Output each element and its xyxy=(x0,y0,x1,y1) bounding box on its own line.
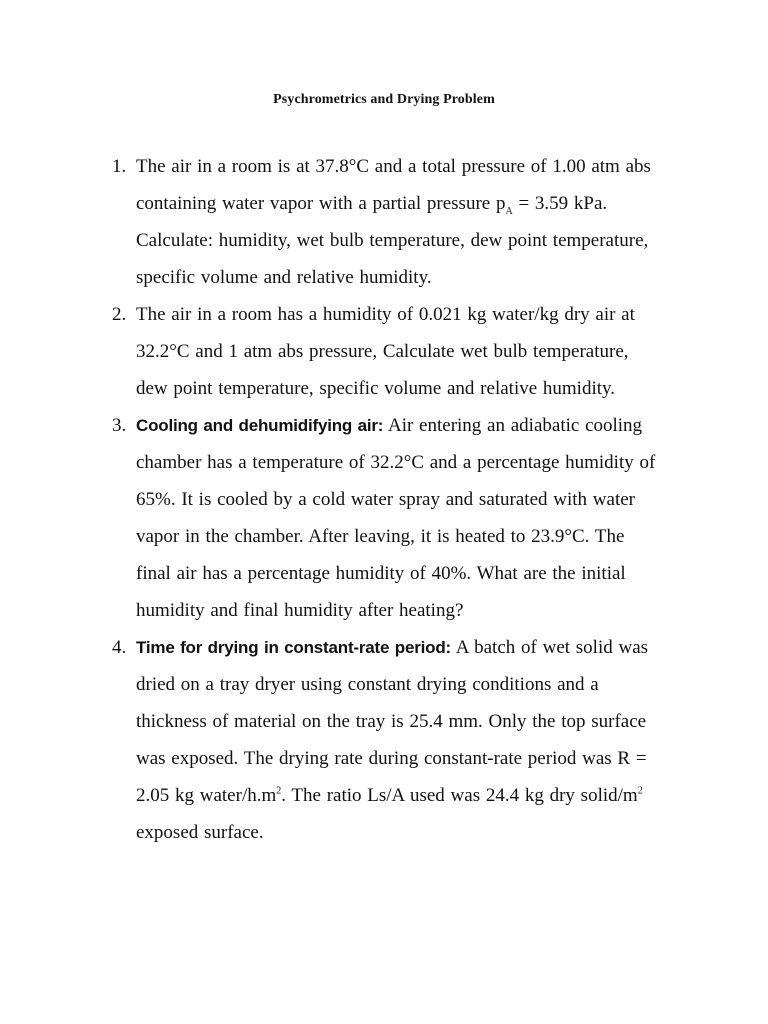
problem-item-4 xyxy=(100,629,660,851)
problem-heading: Time for drying in constant-rate period: xyxy=(136,638,451,657)
problem-number: 4. xyxy=(112,637,127,658)
superscript: 2 xyxy=(276,785,282,797)
problem-text: A batch of wet solid was dried on a tray dryer using constant drying conditions and a thickness of material on the tray is 25.4 mm. Only the top surface was exposed. The drying rate during constant-rate period was R = 2.05 kg water/h.m xyxy=(136,637,649,806)
problem-number: 2. xyxy=(112,304,127,325)
problem-text: exposed surface. xyxy=(136,822,264,843)
problem-item-1 xyxy=(100,148,660,296)
problem-text: The air in a room has a humidity of 0.021 kg water/kg dry air at 32.2°C and 1 atm abs pressure, Calculate wet bulb temperature, dew point temperature, specific volume and relative humidity. xyxy=(136,304,635,399)
problem-heading: Cooling and dehumidifying air: xyxy=(136,416,384,435)
problem-item-2 xyxy=(100,296,660,407)
superscript: 2 xyxy=(637,785,643,797)
problem-text: The air in a room is at 37.8°C and a total pressure of 1.00 atm abs containing water vapor with a partial pressure p xyxy=(136,156,651,214)
problem-list xyxy=(100,148,660,851)
subscript: A xyxy=(505,205,513,217)
problem-text: Air entering an adiabatic cooling chamber has a temperature of 32.2°C and a percentage humidity of 65%. It is cooled by a cold water spray and saturated with water vapor in the chamber. After leaving, it is heated to 23.9°C. The final air has a percentage humidity of 40%. What are the initial humidity and final humidity after heating? xyxy=(136,415,656,621)
problem-number: 3. xyxy=(112,415,127,436)
problem-number: 1. xyxy=(112,156,127,177)
problem-item-3 xyxy=(100,407,660,629)
problem-text: . The ratio Ls/A used was 24.4 kg dry solid/m xyxy=(281,785,638,806)
problem-text: = 3.59 kPa. Calculate: humidity, wet bulb temperature, dew point temperature, specific volume and relative humidity. xyxy=(136,193,649,288)
page-title: Psychrometrics and Drying Problem xyxy=(273,92,495,107)
